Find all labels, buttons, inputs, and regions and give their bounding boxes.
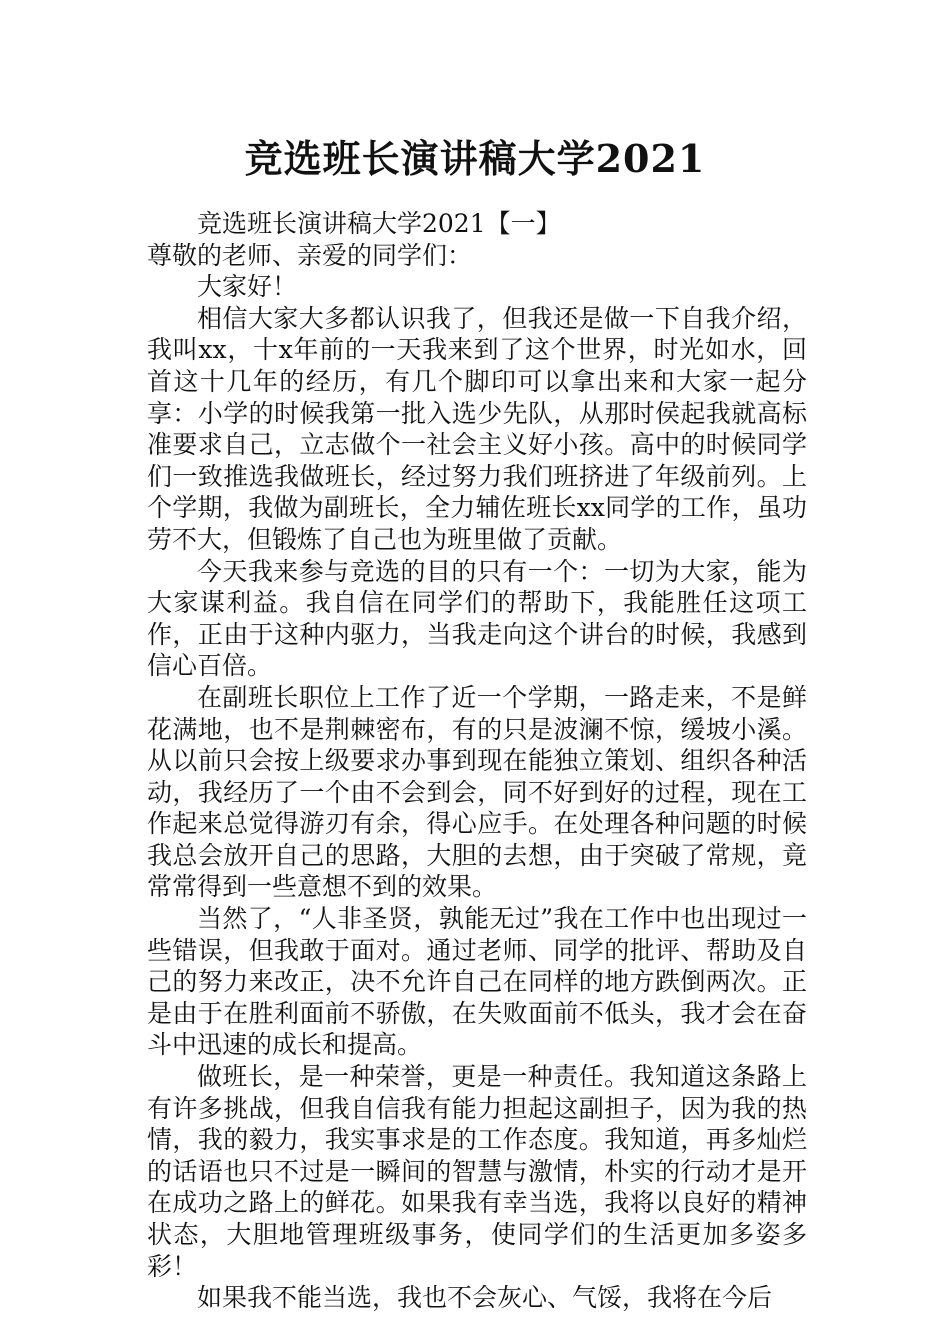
paragraph-salutation: 尊敬的老师、亲爱的同学们：	[147, 240, 473, 270]
paragraph-mistakes: 当然了，“人非圣贤，孰能无过”我在工作中也出现过一些错误，但我敢于面对。通过老师、同学的批评、帮助及自己的努力来改正，决不允许自己在同样的地方跌倒两次。正是由于在胜利面前不骄傲，在失败面前不低头，我才会在奋斗中迅速的成长和提高。	[147, 904, 807, 1060]
paragraph-section-heading: 竞选班长演讲稿大学2021【一】	[197, 209, 561, 238]
document-body	[147, 208, 807, 1314]
document-title: 竞选班长演讲稿大学2021	[244, 136, 706, 181]
paragraph-experience: 在副班长职位上工作了近一个学期，一路走来，不是鲜花满地，也不是荆棘密布，有的只是波澜不惊，缓坡小溪。从以前只会按上级要求办事到现在能独立策划、组织各种活动，我经历了一个由不会到会，同不好到好的过程，现在工作起来总觉得游刃有余，得心应手。在处理各种问题的时候我总会放开自己的思路，大胆的去想，由于突破了常规，竟常常得到一些意想不到的效果。	[147, 682, 807, 902]
paragraph-purpose: 今天我来参与竞选的目的只有一个：一切为大家，能为大家谋利益。我自信在同学们的帮助下，我能胜任这项工作，正由于这种内驱力，当我走向这个讲台的时候，我感到信心百倍。	[147, 556, 807, 681]
paragraph-if-not-elected: 如果我不能当选，我也不会灰心、气馁，我将在今后	[197, 1283, 773, 1313]
paragraph-responsibility: 做班长，是一种荣誉，更是一种责任。我知道这条路上有许多挑战，但我自信我有能力担起这副担子，因为我的热情，我的毅力，我实事求是的工作态度。我知道，再多灿烂的话语也只不过是一瞬间的智慧与激情，朴实的行动才是开在成功之路上的鲜花。如果我有幸当选，我将以良好的精神状态，大胆地管理班级事务，使同学们的生活更加多姿多彩！	[147, 1062, 807, 1281]
paragraph-introduction: 相信大家大多都认识我了，但我还是做一下自我介绍，我叫xx，十x年前的一天我来到了这个世界，时光如水，回首这十几年的经历，有几个脚印可以拿出来和大家一起分享：小学的时候我第一批入选少先队，从那时侯起我就高标准要求自己，立志做个一社会主义好小孩。高中的时候同学们一致推选我做班长，经过努力我们班挤进了年级前列。上个学期，我做为副班长，全力辅佐班长xx同学的工作，虽功劳不大，但锻炼了自己也为班里做了贡献。	[147, 303, 807, 554]
paragraph-greeting: 大家好！	[197, 272, 298, 302]
